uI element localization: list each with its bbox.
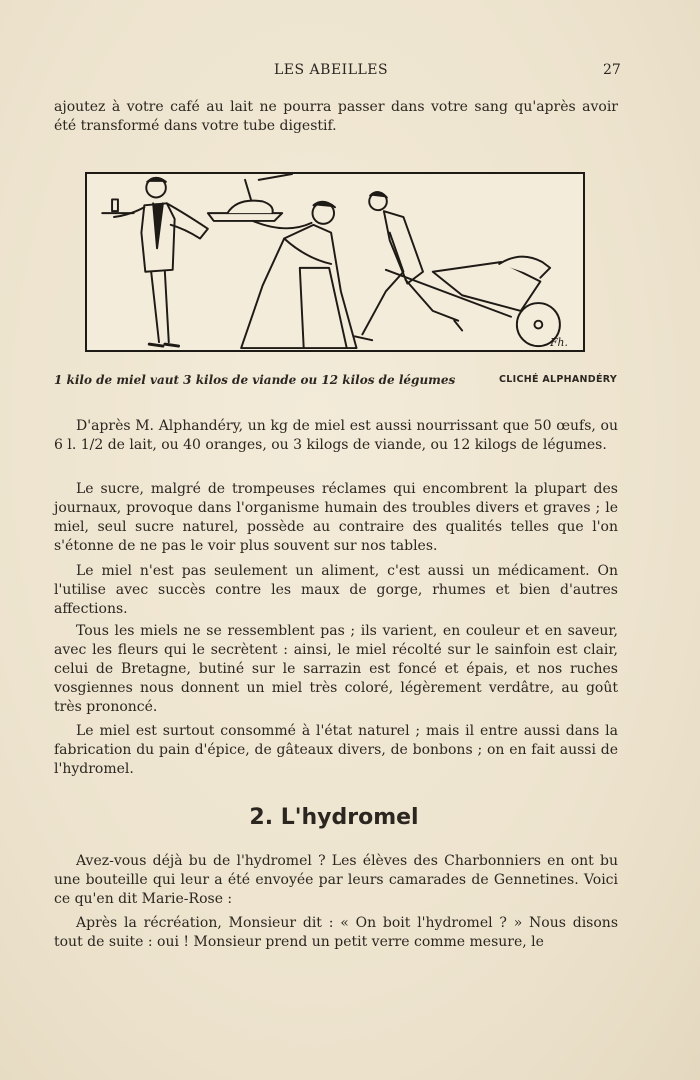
artist-signature: Fh. bbox=[550, 336, 568, 350]
section-heading: 2. L'hydromel bbox=[249, 805, 419, 830]
paragraph-hydromel-intro: Avez-vous déjà bu de l'hydromel ? Les élèves des Charbonniers en ont bu une bouteille qui leur a été envoyée par leurs camarades de Gennetines. Voici ce qu'en dit Marie-Rose : bbox=[54, 853, 618, 907]
illustration-honey-value bbox=[85, 172, 585, 352]
drawing-waiter-woman-wheelbarrow bbox=[87, 174, 583, 350]
paragraph-sucre: Le sucre, malgré de trompeuses réclames qui encombrent la plupart des journaux, provoque dans l'organisme humain des troubles divers et graves ; le miel, seul sucre naturel, possède au contraire des qualités telles que l'on s'étonne de ne pas le voir plus souvent sur nos tables. bbox=[54, 481, 618, 554]
paragraph-alphandery: D'après M. Alphandéry, un kg de miel est aussi nourrissant que 50 œufs, ou 6 l. 1/2 de lait, ou 40 oranges, ou 3 kilogs de viande, ou 12 kilogs de légumes. bbox=[54, 418, 618, 453]
paragraph-consommation: Le miel est surtout consommé à l'état naturel ; mais il entre aussi dans la fabrication du pain d'épice, de gâteaux divers, de bonbons ; on en fait aussi de l'hydromel. bbox=[54, 723, 618, 777]
page-number: 27 bbox=[603, 62, 621, 78]
paragraph-continuation: ajoutez à votre café au lait ne pourra passer dans votre sang qu'après avoir été transformé dans votre tube digestif. bbox=[54, 99, 618, 134]
running-title: LES ABEILLES bbox=[274, 62, 389, 78]
figure-credit: CLICHÉ ALPHANDÉRY bbox=[499, 374, 618, 385]
paragraph-recreation: Après la récréation, Monsieur dit : « On boit l'hydromel ? » Nous disons tout de suite : oui ! Monsieur prend un petit verre comme mesure, le bbox=[54, 915, 618, 950]
figure-caption: 1 kilo de miel vaut 3 kilos de viande ou 12 kilos de légumes bbox=[54, 373, 456, 387]
paragraph-medicament: Le miel n'est pas seulement un aliment, c'est aussi un médicament. On l'utilise avec succès contre les maux de gorge, rhumes et bien d'autres affections. bbox=[54, 563, 618, 617]
paragraph-miels: Tous les miels ne se ressemblent pas ; ils varient, en couleur et en saveur, avec les fleurs qui le secrètent : ainsi, le miel récolté sur le sainfoin est clair, celui de Bretagne, butiné sur le sarrazin est foncé et épais, et nos ruches vosgiennes nous donnent un miel très coloré, légèrement verdâtre, au goût très prononcé. bbox=[54, 623, 618, 715]
